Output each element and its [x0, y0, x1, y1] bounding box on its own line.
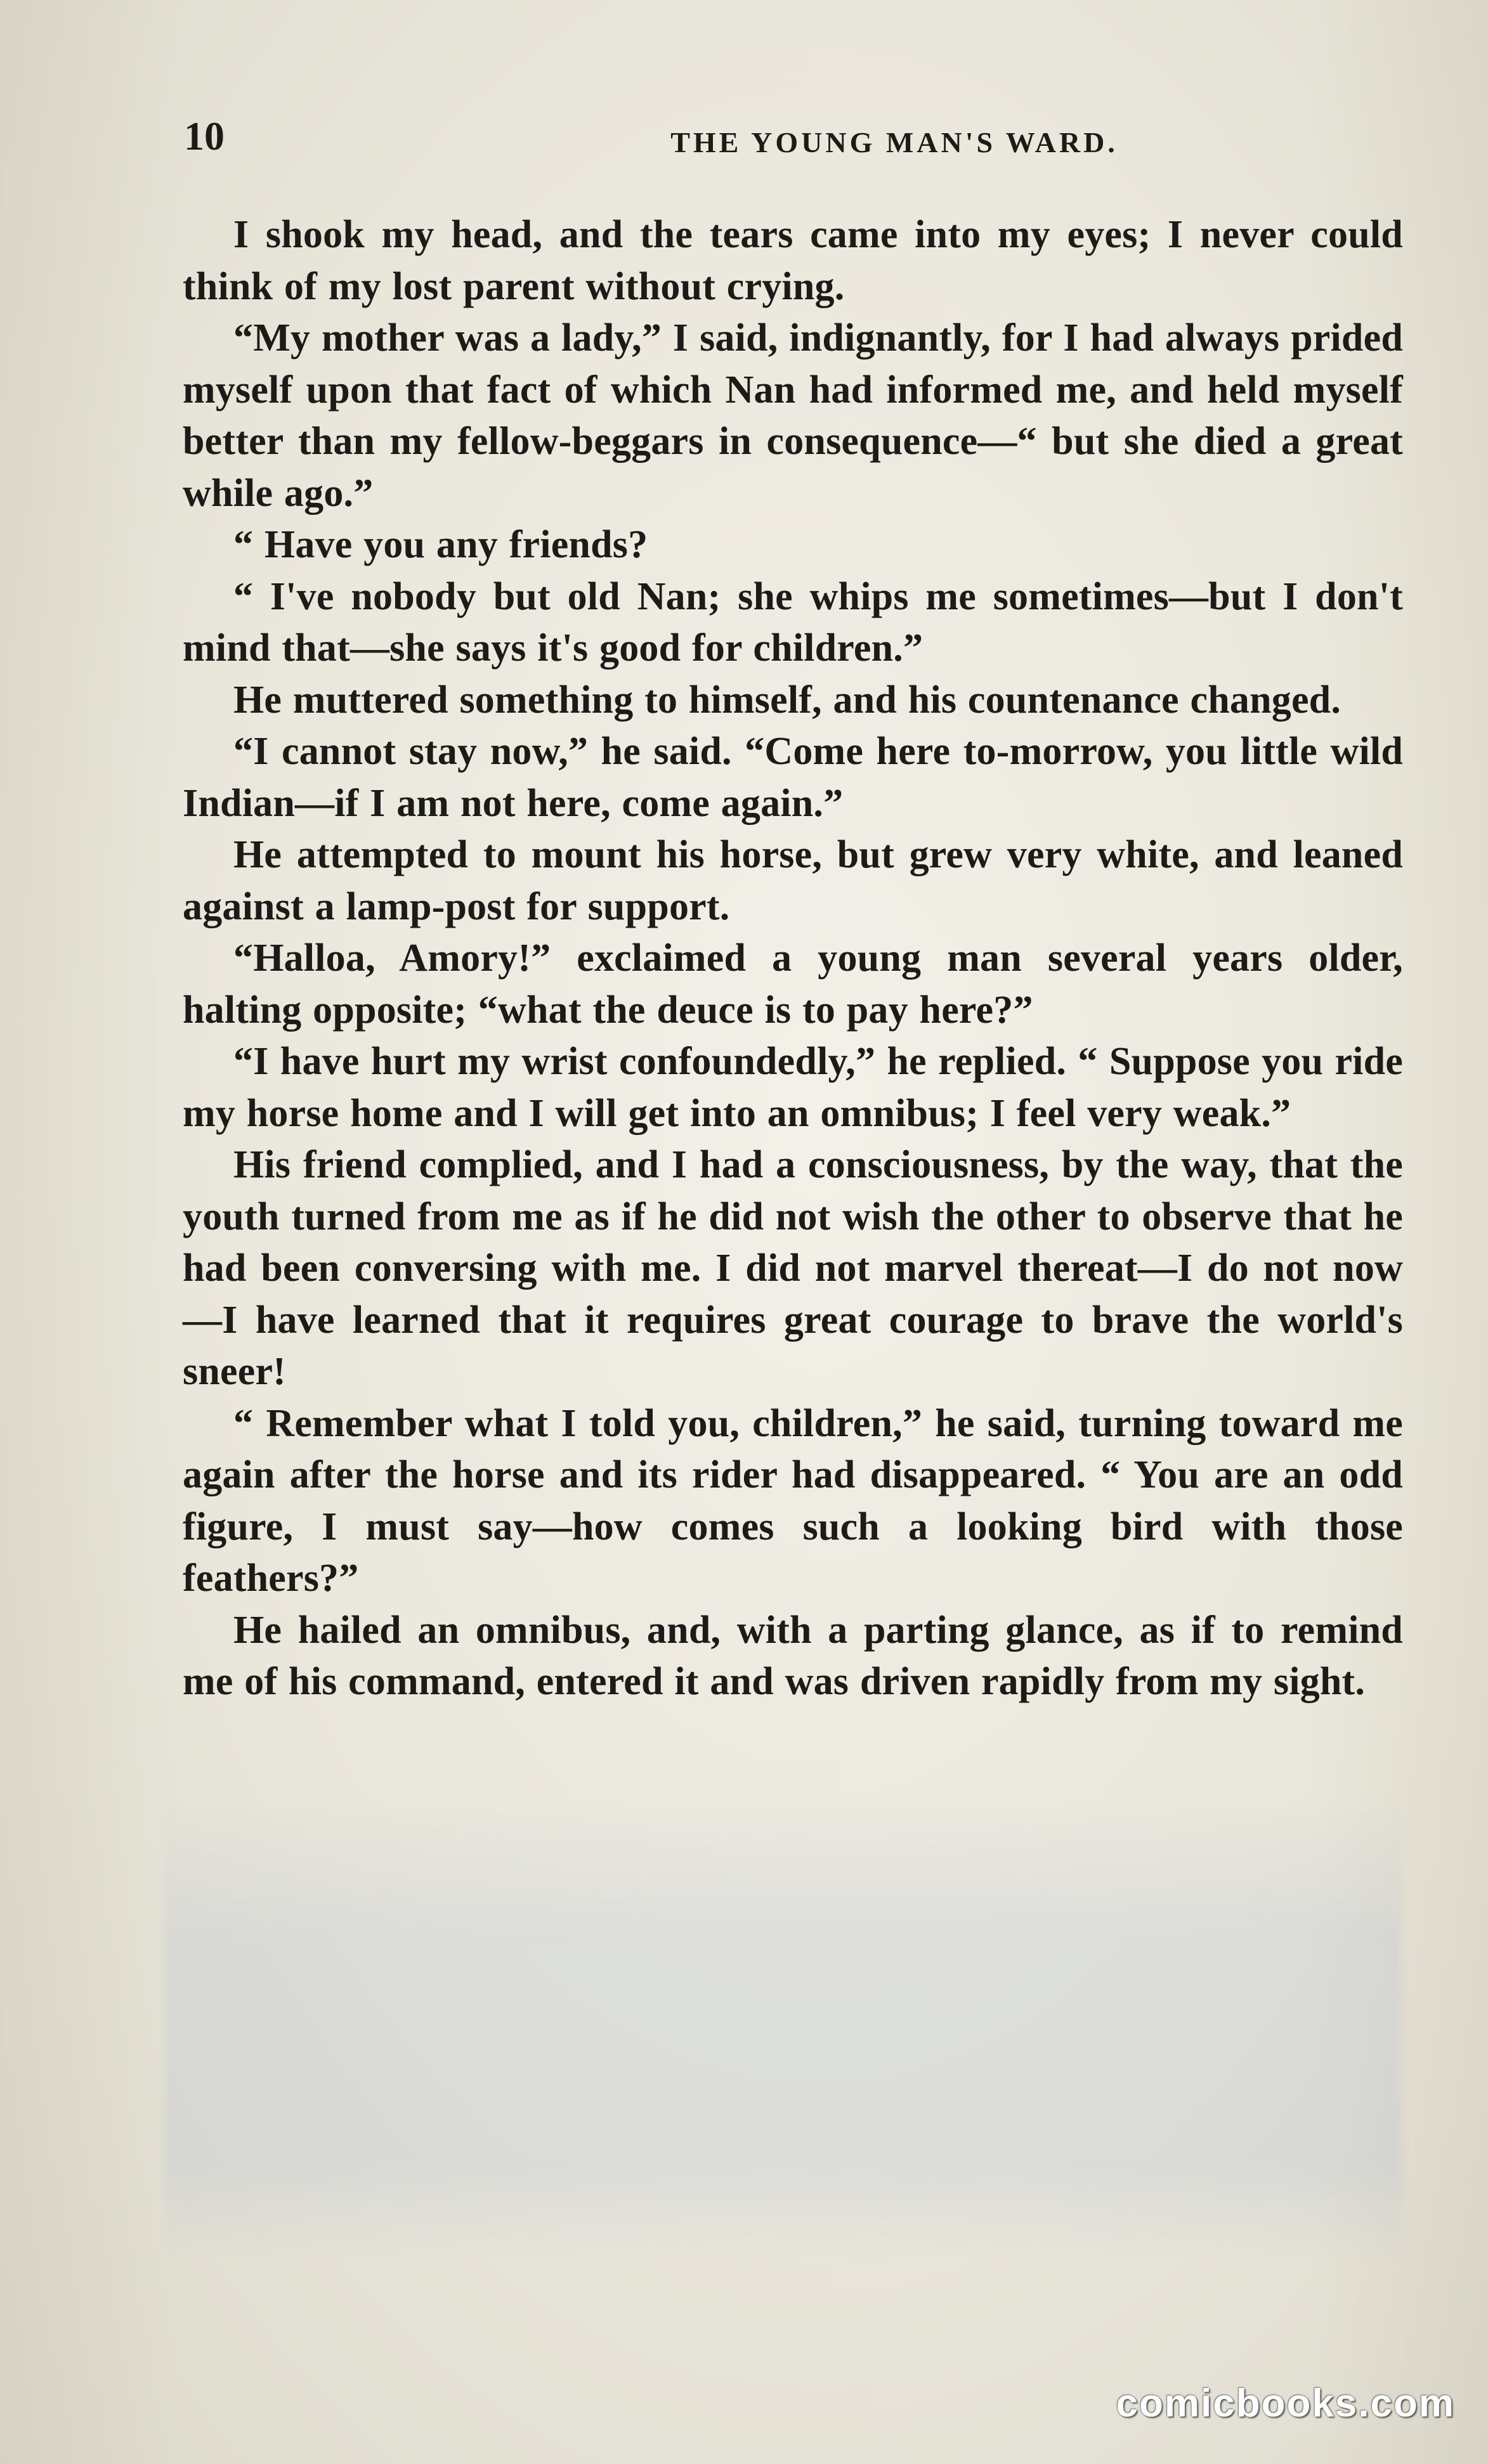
page-header — [184, 108, 1408, 165]
paragraph: His friend complied, and I had a consciousness, by the way, that the youth turned from me as if he did not wish the other to observe that he had been conversing with me. I did not marvel thereat—I do not now—I have learned that it requires great courage to brave the world's sneer! — [183, 1143, 1403, 1393]
paragraph: “ Remember what I told you, children,” he said, turning toward me again after the horse and its rider had disappeared. “ You are an odd figure, I must say—how comes such a looking bird with those feathers?” — [183, 1401, 1403, 1600]
paragraph: “My mother was a lady,” I said, indignantly, for I had always prided myself upon that fact of which Nan had informed me, and held myself better than my fellow-beggars in consequence—“ but she died a great while ago.” — [183, 316, 1403, 515]
page-number: 10 — [184, 113, 225, 159]
paragraph: He muttered something to himself, and his countenance changed. — [233, 678, 1341, 722]
paragraph: “Halloa, Amory!” exclaimed a young man several years older, halting opposite; “what the deuce is to pay here?” — [183, 937, 1403, 1032]
paragraph: “ Have you any friends? — [233, 523, 648, 566]
paragraph: “I have hurt my wrist confoundedly,” he replied. “ Suppose you ride my horse home and I will get into an omnibus; I feel very weak.” — [183, 1040, 1403, 1135]
paragraph: “ I've nobody but old Nan; she whips me sometimes—but I don't mind that—she says it's good for children.” — [183, 574, 1403, 670]
site-watermark: comicbooks.com — [1116, 2382, 1455, 2425]
paragraph: “I cannot stay now,” he said. “Come here to-morrow, you little wild Indian—if I am not here, come again.” — [183, 730, 1403, 825]
bleed-through-shadow — [165, 1801, 1402, 2257]
paragraph: He hailed an omnibus, and, with a parting glance, as if to remind me of his command, entered it and was driven rapidly from my sight. — [183, 1608, 1403, 1703]
body-text — [183, 209, 1403, 1708]
paragraph: I shook my head, and the tears came into my eyes; I never could think of my lost parent without crying. — [183, 213, 1403, 308]
running-title: THE YOUNG MAN'S WARD. — [670, 126, 1118, 159]
paragraph: He attempted to mount his horse, but grew very white, and leaned against a lamp-post for support. — [183, 833, 1403, 928]
